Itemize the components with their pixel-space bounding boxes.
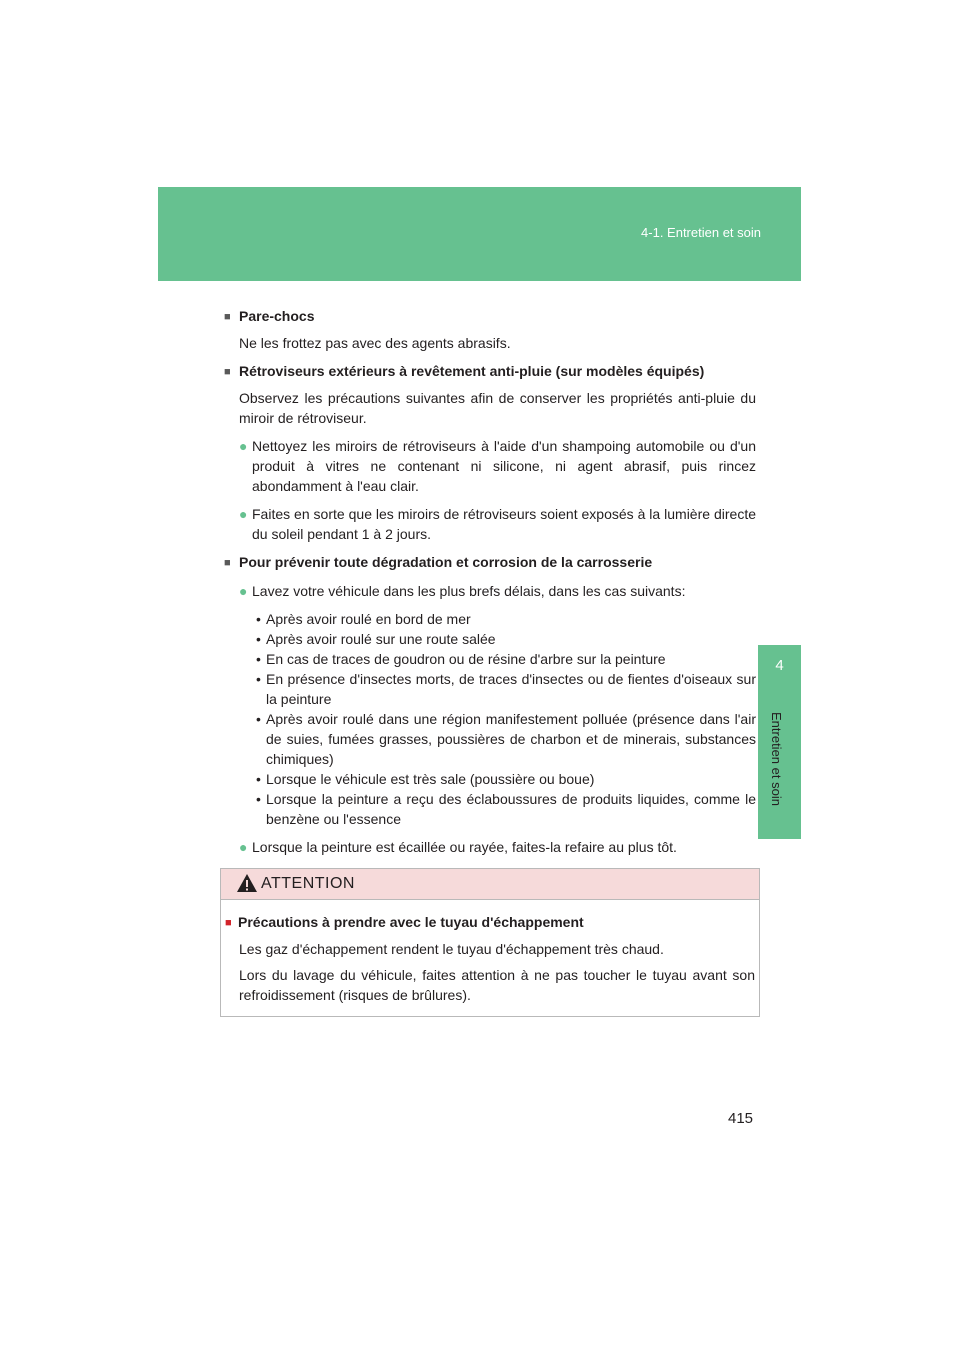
mirrors-text: Observez les précautions suivantes afin de conserver les propriétés anti-pluie du miroir de rétroviseur. xyxy=(239,390,756,426)
list-item-text: Faites en sorte que les miroirs de rétroviseurs soient exposés à la lumière directe du soleil pendant 1 à 2 jours. xyxy=(252,506,756,542)
list-item-text: Lorsque la peinture est écaillée ou rayée, faites-la refaire au plus tôt. xyxy=(252,839,677,855)
square-bullet-icon: ■ xyxy=(224,311,231,323)
mirrors-heading xyxy=(224,361,756,382)
section-title: 4-1. Entretien et soin xyxy=(641,225,761,240)
sub-list-item: • Lorsque le véhicule est très sale (poussière ou boue) xyxy=(256,771,595,787)
chapter-number: 4 xyxy=(775,657,784,674)
warning-body xyxy=(225,912,755,1005)
sub-list-item: • Après avoir roulé en bord de mer xyxy=(256,611,471,627)
list-item xyxy=(239,504,756,544)
mirrors-title: Rétroviseurs extérieurs à revêtement anti-pluie (sur modèles équipés) xyxy=(239,363,705,379)
warning-heading xyxy=(225,912,755,933)
round-bullet-icon: ● xyxy=(239,583,248,599)
sub-list-item: • Lorsque la peinture a reçu des éclaboussures de produits liquides, comme le benzène ou l'essence xyxy=(256,791,756,827)
round-bullet-icon: ● xyxy=(239,839,248,855)
sub-list-item-text: Après avoir roulé sur une route salée xyxy=(266,631,496,647)
sub-list-item-text: Après avoir roulé dans une région manifestement polluée (présence dans l'air de suies, fumées grasses, poussières de charbon et de minerais, substances chimiques) xyxy=(266,711,756,767)
warning-paragraph: Lors du lavage du véhicule, faites attention à ne pas toucher le tuyau avant son refroidissement (risques de brûlures). xyxy=(239,967,755,1003)
sub-list xyxy=(252,609,756,829)
sub-list-item-text: Lorsque le véhicule est très sale (poussière ou boue) xyxy=(266,771,595,787)
sub-list-item: • En présence d'insectes morts, de traces d'insectes ou de fientes d'oiseaux sur la peinture xyxy=(256,671,756,707)
sub-list-item-text: En cas de traces de goudron ou de résine d'arbre sur la peinture xyxy=(266,651,666,667)
warning-title: ATTENTION xyxy=(261,875,355,892)
page-number: 415 xyxy=(728,1110,754,1127)
header-band xyxy=(158,187,801,281)
square-bullet-icon: ■ xyxy=(225,917,232,929)
sub-list-item-text: En présence d'insectes morts, de traces d'insectes ou de fientes d'oiseaux sur la peinture xyxy=(266,671,756,707)
round-bullet-icon: ● xyxy=(239,506,248,522)
bumpers-heading xyxy=(224,306,756,327)
sub-list-item-text: Après avoir roulé en bord de mer xyxy=(266,611,471,627)
sub-list-item-text: Lorsque la peinture a reçu des éclaboussures de produits liquides, comme le benzène ou l'essence xyxy=(266,791,756,827)
bumpers-title: Pare-chocs xyxy=(239,308,315,324)
warning-heading-text: Précautions à prendre avec le tuyau d'échappement xyxy=(238,914,584,930)
square-bullet-icon: ■ xyxy=(224,557,231,569)
corrosion-title: Pour prévenir toute dégradation et corrosion de la carrosserie xyxy=(239,554,653,570)
bumpers-text: Ne les frottez pas avec des agents abrasifs. xyxy=(239,335,511,351)
chapter-label: Entretien et soin xyxy=(769,712,784,806)
list-item-text: Lavez votre véhicule dans les plus brefs délais, dans les cas suivants: xyxy=(252,583,686,599)
list-item xyxy=(239,581,756,601)
list-item xyxy=(239,837,756,857)
warning-paragraph: Les gaz d'échappement rendent le tuyau d'échappement très chaud. xyxy=(239,941,664,957)
corrosion-heading xyxy=(224,552,756,573)
round-bullet-icon: ● xyxy=(239,438,248,454)
warning-box xyxy=(220,868,760,1017)
sub-list-item: • Après avoir roulé dans une région manifestement polluée (présence dans l'air de suies, fumées grasses, poussières de charbon et de minerais, substances chimiques) xyxy=(256,711,756,767)
sub-list-item: • Après avoir roulé sur une route salée xyxy=(256,631,496,647)
list-item xyxy=(239,436,756,496)
sub-list-item: • En cas de traces de goudron ou de résine d'arbre sur la peinture xyxy=(256,651,666,667)
main-content xyxy=(224,306,756,857)
square-bullet-icon: ■ xyxy=(224,366,231,378)
warning-triangle-icon xyxy=(236,873,258,893)
list-item-text: Nettoyez les miroirs de rétroviseurs à l'aide d'un shampoing automobile ou d'un produit à vitres ne contenant ni silicone, ni agent abrasif, puis rincez abondamment à l'eau clair. xyxy=(252,438,756,494)
warning-header xyxy=(221,869,759,900)
